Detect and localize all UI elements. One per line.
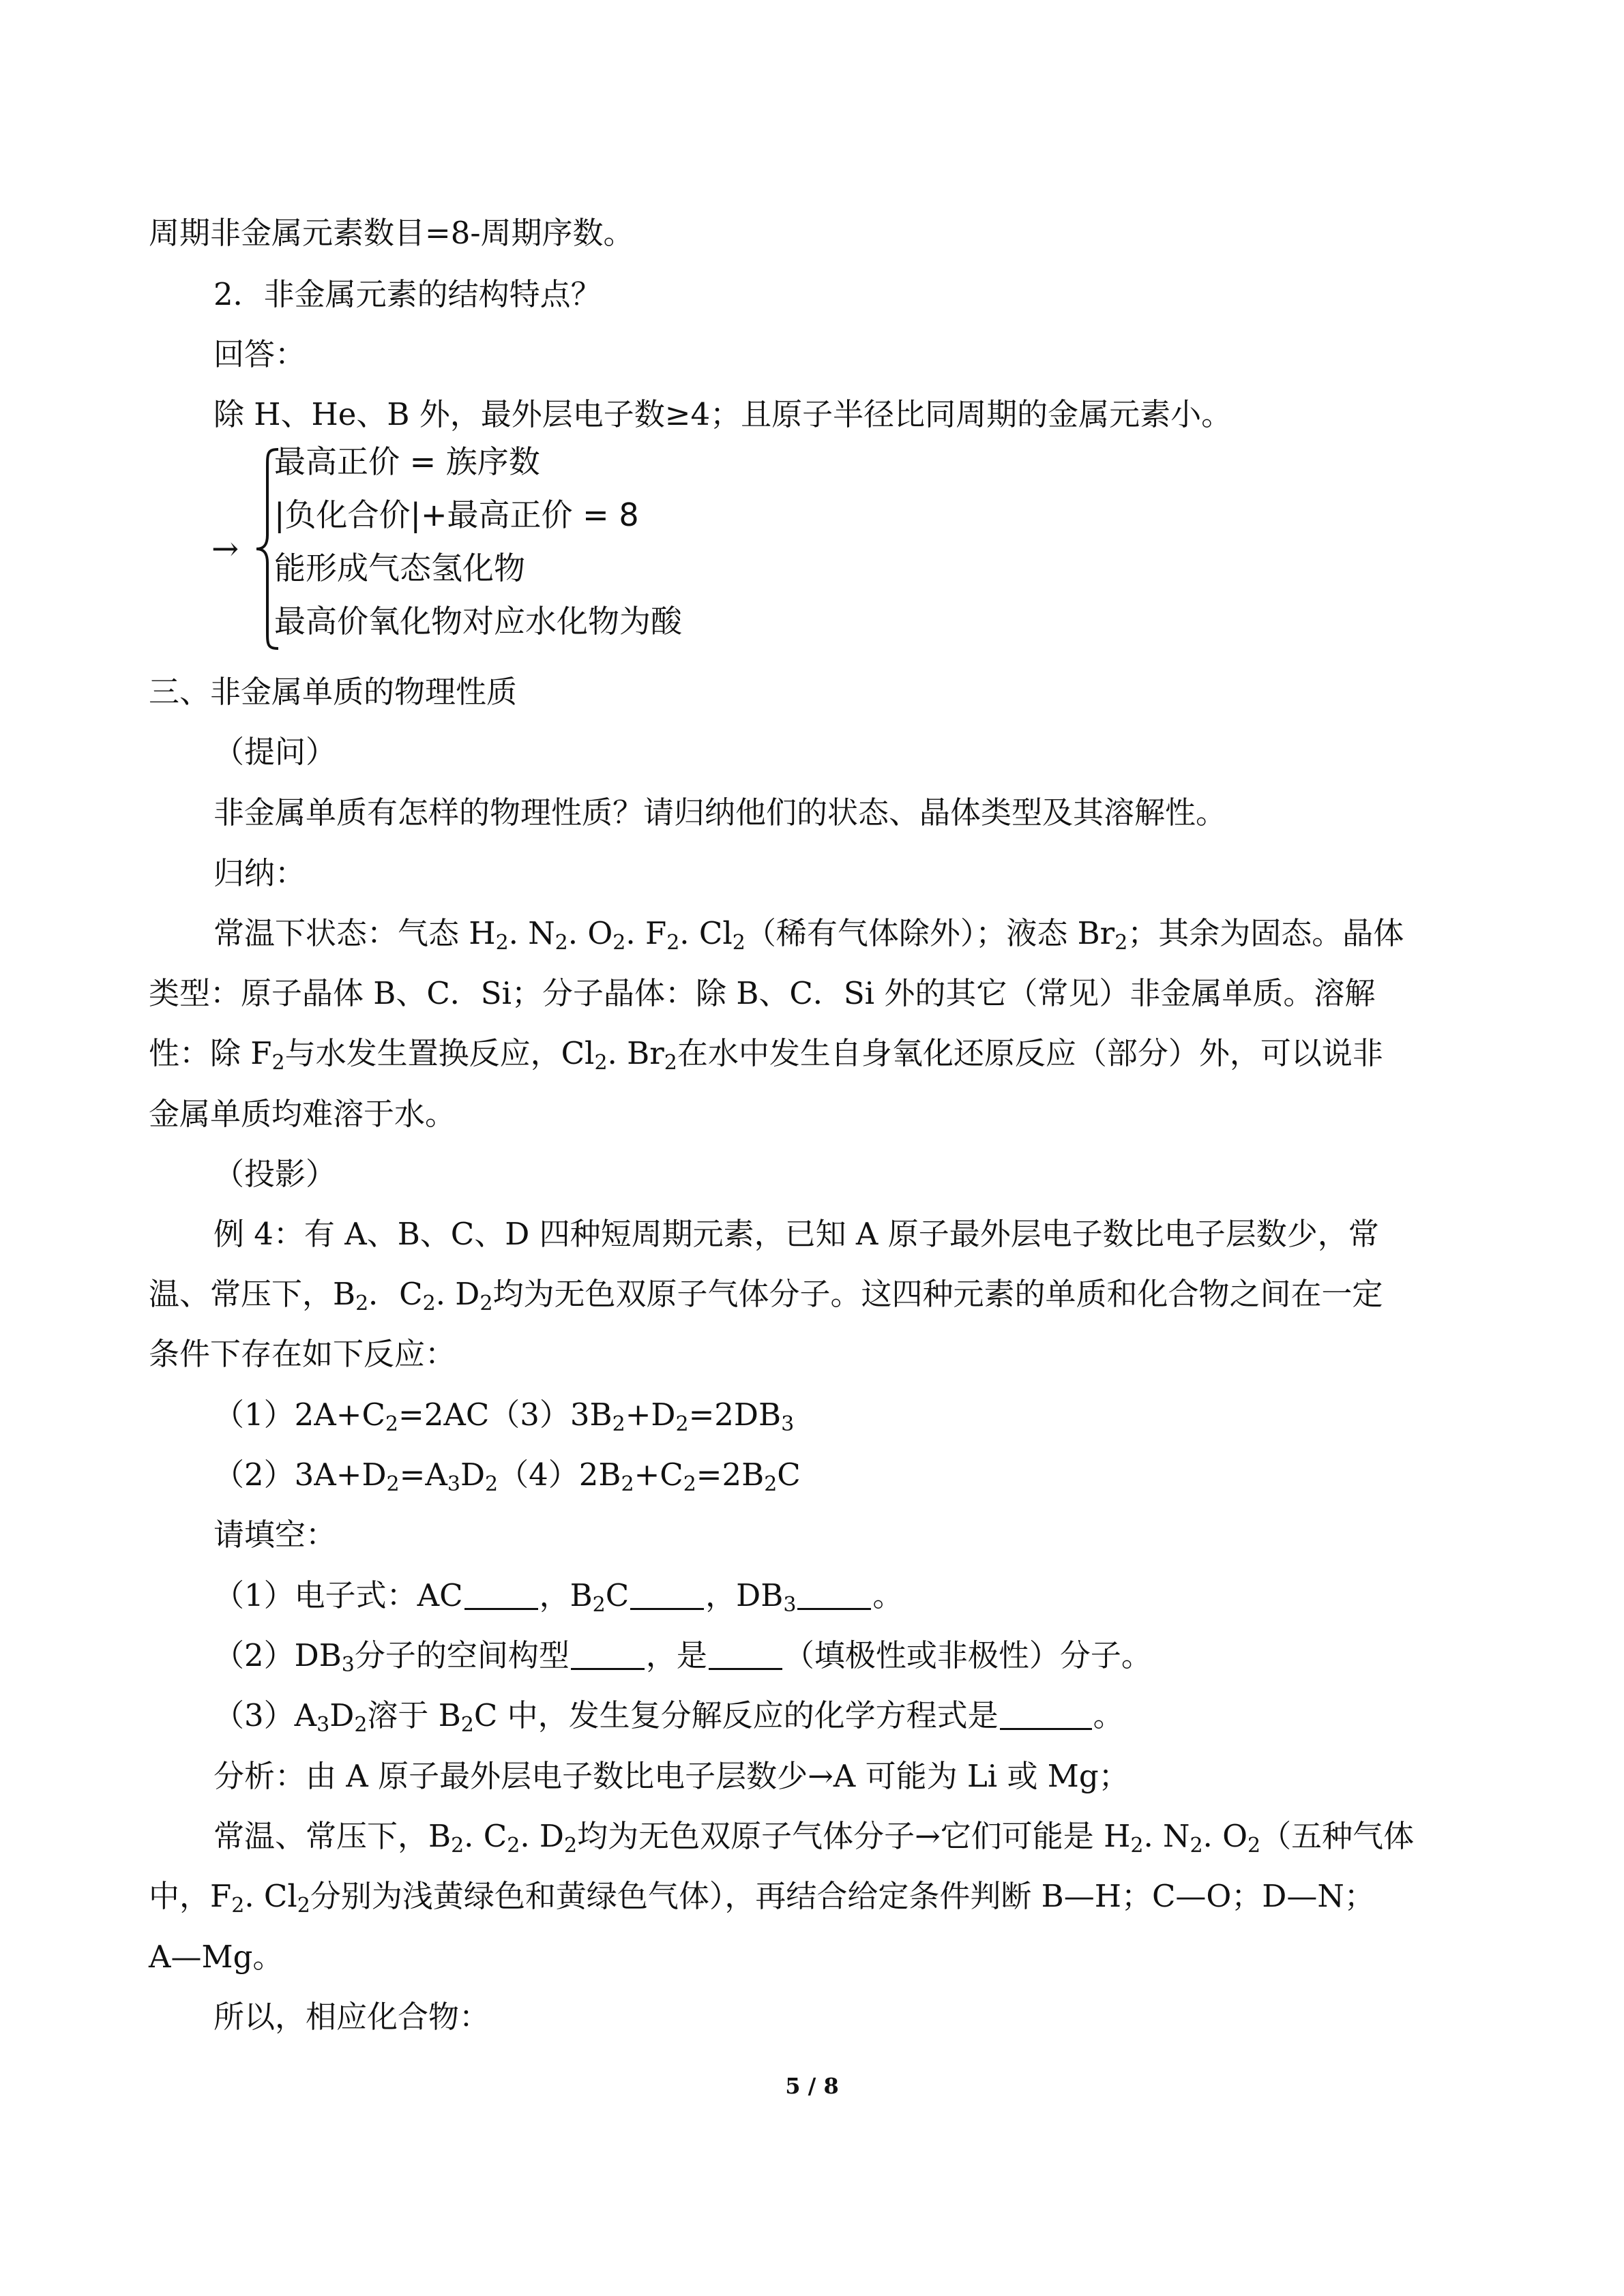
paragraph-line: 常温下状态：气态 $H_2$. $N_2$. $O_2$. $F_2$. $Cl_2$（稀有气体除外）；液态 $Br_2$；其余为固态。晶体	[213, 915, 1404, 955]
text-line: 所以，相应化合物：	[213, 1999, 490, 2035]
question-line: $(2)DB_3$分子的空间构型 ，是 （填极性或非极性）分子。	[213, 1637, 1152, 1677]
brace-item: |负化合价|+最高正价 = 8	[274, 496, 639, 533]
paragraph-line: 金属单质均难溶于水。	[149, 1096, 456, 1132]
paragraph-line: 性：除 $F_2$与水发生置换反应，$Cl_2$. $Br_2$在水中发生自身氧化还原反应（部分）外，可以说非	[149, 1035, 1383, 1075]
question-line: （1）电子式：AC ，$B_2C$ ，$DB_3$ 。	[213, 1577, 904, 1617]
paragraph-line: 类型：原子晶体 B、C．Si；分子晶体：除 B、C．Si 外的其它（常见）非金属单质。溶解	[149, 975, 1376, 1011]
question-line: $(3)A_3D_2$溶于 $B_2C$ 中，发生复分解反应的化学方程式是 。	[213, 1697, 1124, 1737]
answer-label: 回答：	[213, 336, 306, 372]
text-line: 非金属单质有怎样的物理性质？请归纳他们的状态、晶体类型及其溶解性。	[213, 794, 1227, 831]
example-line: 条件下存在如下反应：	[149, 1336, 456, 1372]
reaction-line: $(2)3A+D_2=A_3D_2(4)2B_2+C_2=2B_2C$	[213, 1457, 801, 1496]
arrow-icon: →	[211, 530, 239, 568]
answer-blank[interactable]	[571, 1641, 645, 1670]
answer-blank[interactable]	[464, 1581, 538, 1610]
text-line: 请填空：	[213, 1517, 337, 1553]
analysis-line: 中，$F_2$. $Cl_2$分别为浅黄绿色和黄绿色气体），再结合给定条件判断 B—H；C—O；D—N；	[149, 1878, 1375, 1918]
example-line: 温、常压下，$B_2$．$C_2$. $D_2$均为无色双原子气体分子。这四种元素的单质和化合物之间在一定	[149, 1276, 1383, 1315]
answer-blank[interactable]	[797, 1581, 871, 1610]
page-number: 5 / 8	[785, 2073, 839, 2099]
brace-item: 最高正价 = 族序数	[274, 443, 540, 480]
analysis-line: 常温、常压下，$B_2$. $C_2$. $D_2$均为无色双原子气体分子→它们可能是 $H_2$. $N_2$. $O_2$（五种气体	[213, 1818, 1415, 1858]
text-line: 除 H、He、B 外，最外层电子数≥4；且原子半径比同周期的金属元素小。	[213, 396, 1232, 432]
answer-blank[interactable]	[630, 1581, 704, 1610]
brace-item: 能形成气态氢化物	[274, 550, 525, 586]
answer-blank[interactable]	[1000, 1701, 1092, 1730]
text-line: （投影）	[213, 1156, 337, 1192]
text-line: （提问）	[213, 734, 337, 770]
reaction-line: $(1)2A+C_2=2AC(3)3B_2+D_2=2DB_3$	[213, 1397, 795, 1436]
analysis-line: 分析：由 A 原子最外层电子数比电子层数少→A 可能为 Li 或 Mg；	[213, 1758, 1130, 1794]
analysis-line: A—Mg。	[149, 1939, 284, 1975]
section-heading: 三、非金属单质的物理性质	[149, 674, 518, 710]
text-line: 归纳：	[213, 855, 306, 891]
example-line: 例 4：有 A、B、C、D 四种短周期元素，已知 A 原子最外层电子数比电子层数少，常	[213, 1216, 1379, 1252]
answer-blank[interactable]	[709, 1641, 782, 1670]
brace-item: 最高价氧化物对应水化物为酸	[274, 603, 682, 640]
text-line: 周期非金属元素数目=8-周期序数。	[149, 215, 634, 251]
question-heading: 2．非金属元素的结构特点？	[213, 276, 602, 312]
